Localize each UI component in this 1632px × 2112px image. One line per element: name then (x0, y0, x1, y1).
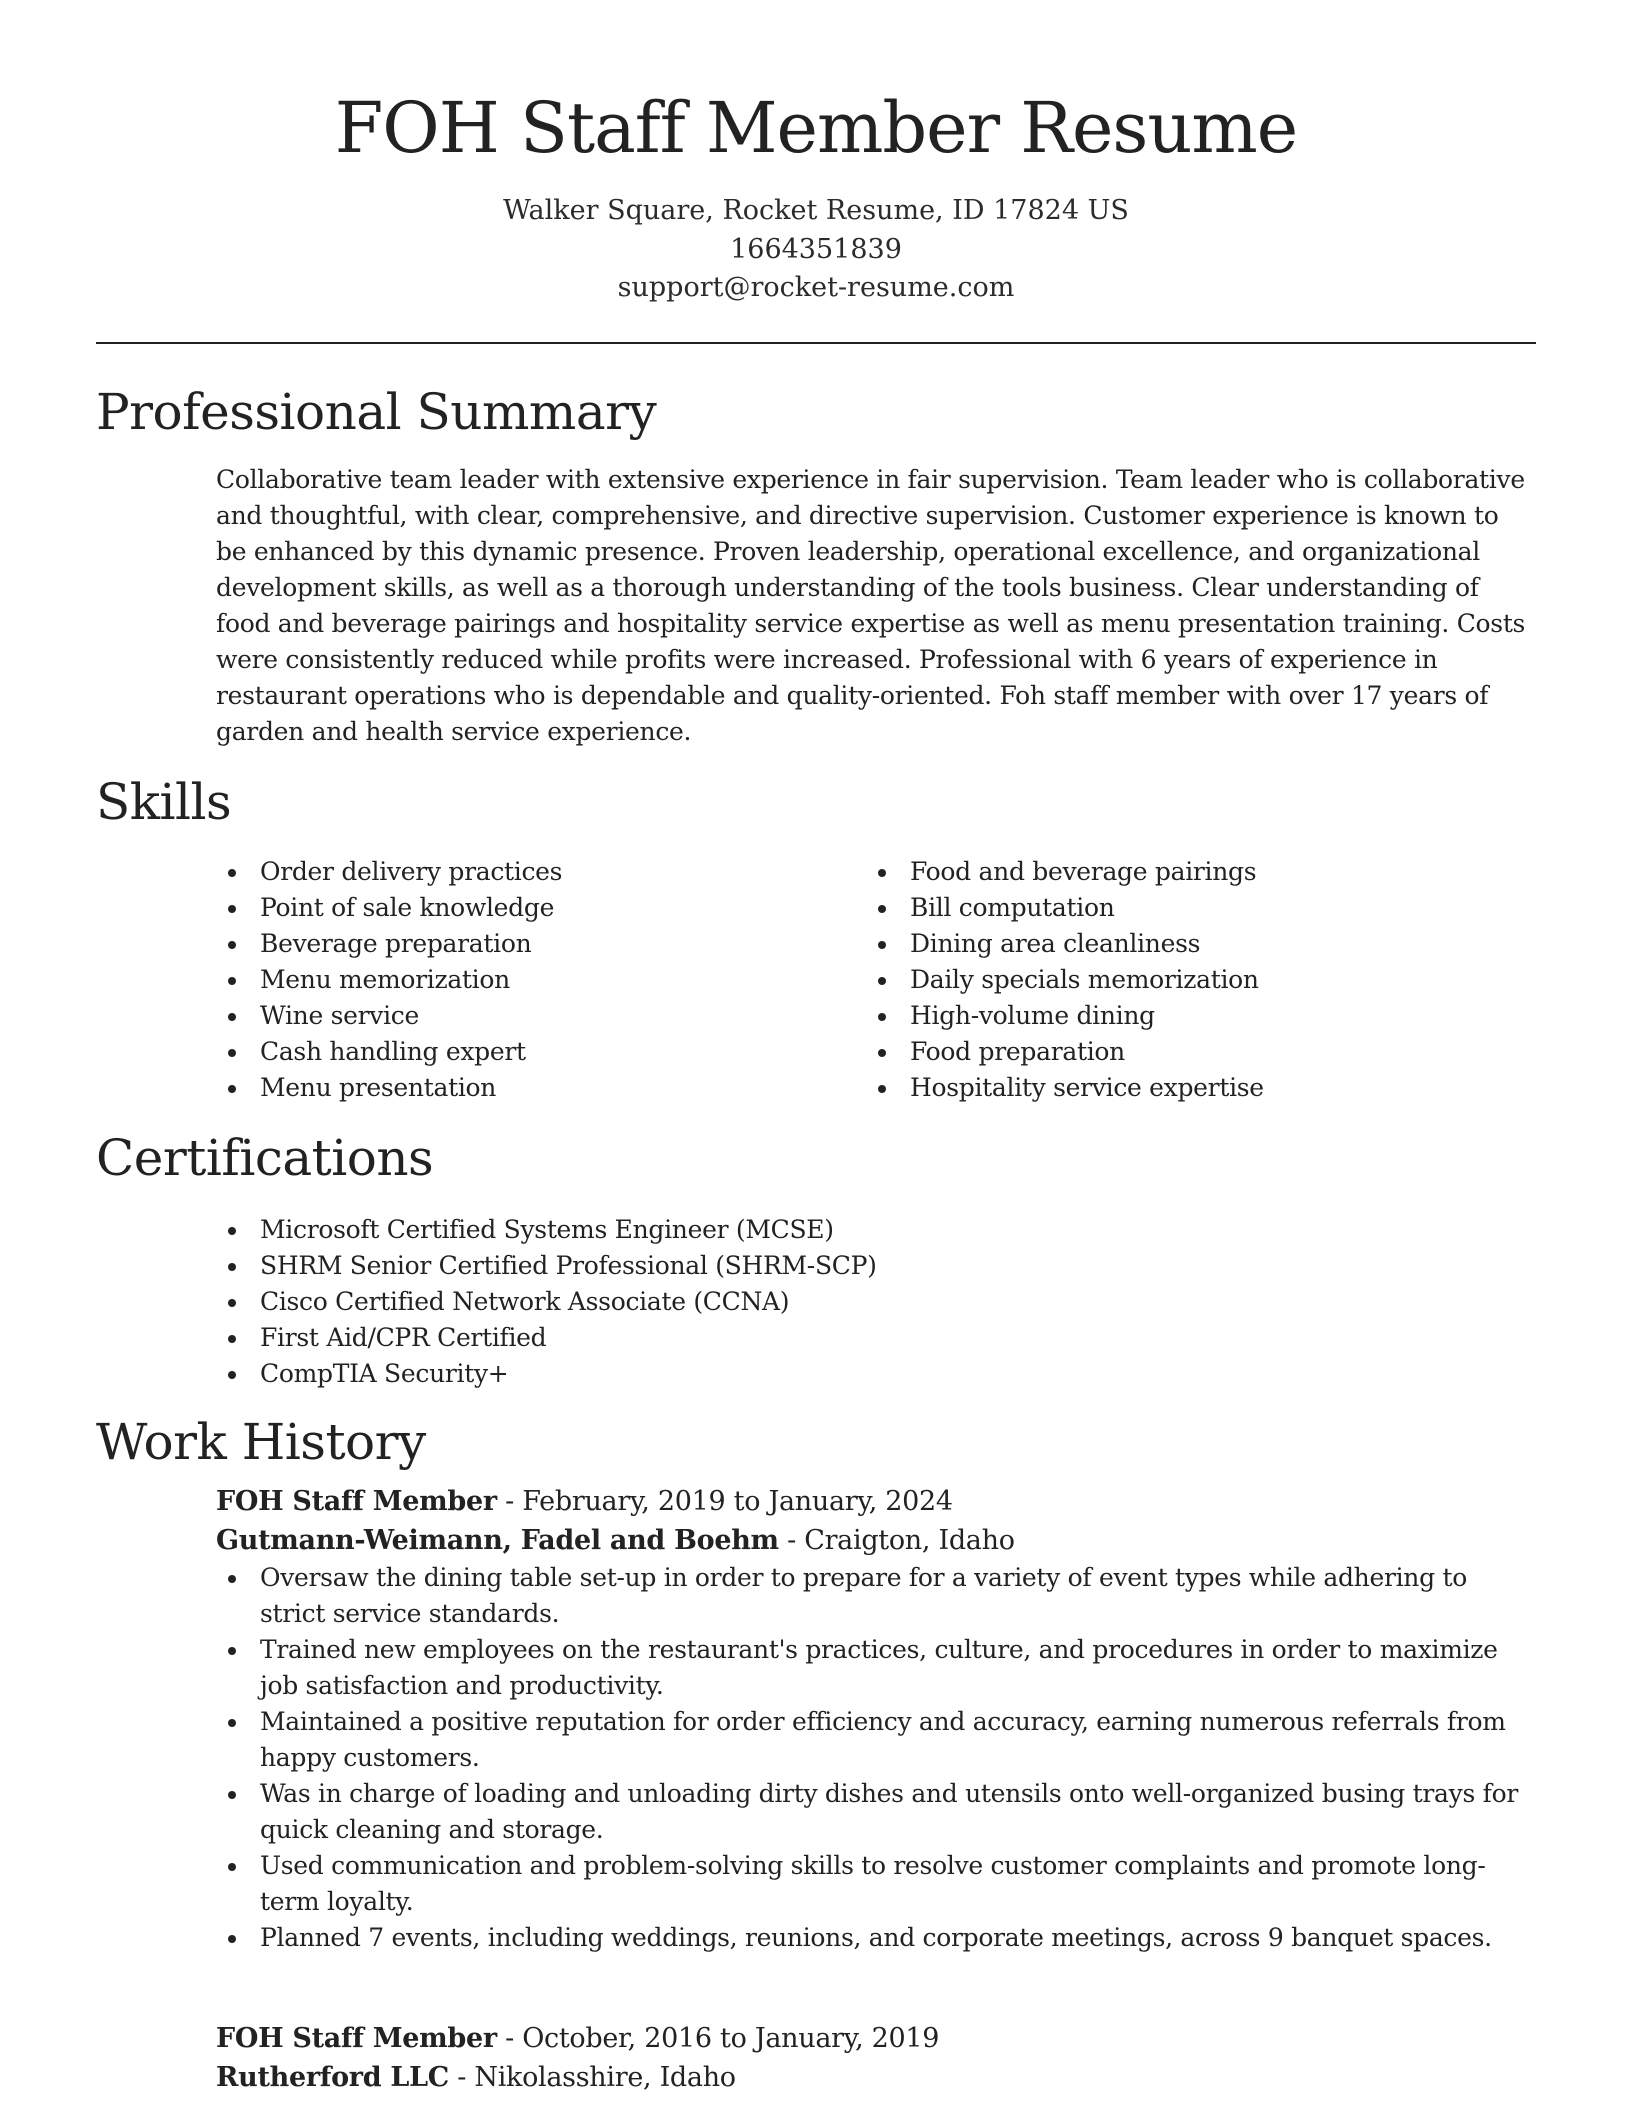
job-title-line (216, 2019, 1536, 2058)
list-item: Hospitality service expertise (866, 1070, 1526, 1106)
list-item: Cisco Certified Network Associate (CCNA) (216, 1284, 1416, 1320)
list-item: High-volume dining (866, 998, 1526, 1034)
list-item: CompTIA Security+ (216, 1356, 1416, 1392)
list-item: Dining area cleanliness (866, 926, 1526, 962)
list-item: Food and beverage pairings (866, 854, 1526, 890)
job-entry (216, 1482, 1536, 1956)
list-item: Menu presentation (216, 1070, 836, 1106)
summary-text: Collaborative team leader with extensive experience in fair supervision. Team leader who is collaborative and thoughtful, with clear, comprehensive, and directive supervision. Customer experience is known to be enhanced by this dynamic presence. Proven leadership, operational excellence, and organizational development skills, as well as a thorough understanding of the tools business. Clear understanding of food and beverage pairings and hospitality service expertise as well as menu presentation training. Costs were consistently reduced while profits were increased. Professional with 6 years of experience in restaurant operations who is dependable and quality-oriented. Foh staff member with over 17 years of garden and health service experience. (216, 465, 1526, 746)
separator: - (457, 2062, 475, 2093)
list-item: Maintained a positive reputation for order efficiency and accuracy, earning numerous referrals from happy customers. (216, 1704, 1536, 1776)
list-item: Wine service (216, 998, 836, 1034)
list-item: First Aid/CPR Certified (216, 1320, 1416, 1356)
certifications-list (216, 1212, 1416, 1392)
job-title: FOH Staff Member (216, 1486, 497, 1517)
job-company-line (216, 1521, 1536, 1560)
separator: - (787, 1525, 805, 1556)
list-item: Bill computation (866, 890, 1526, 926)
list-item: Trained new employees on the restaurant's practices, culture, and procedures in order to maximize job satisfaction and productivity. (216, 1632, 1536, 1704)
job-location: Nikolasshire, Idaho (474, 2062, 736, 2093)
contact-address: Walker Square, Rocket Resume, ID 17824 US (503, 195, 1129, 226)
resume-name: FOH Staff Member Resume (334, 87, 1298, 169)
work-history-heading: Work History (96, 1413, 426, 1471)
list-item: SHRM Senior Certified Professional (SHRM-SCP) (216, 1248, 1416, 1284)
list-item: Order delivery practices (216, 854, 836, 890)
contact-email: support@rocket-resume.com (617, 272, 1015, 303)
contact-phone: 1664351839 (730, 233, 902, 265)
job-company: Gutmann-Weimann, Fadel and Boehm (216, 1525, 779, 1556)
contact-info (96, 192, 1536, 308)
job-title: FOH Staff Member (216, 2023, 497, 2054)
list-item: Daily specials memorization (866, 962, 1526, 998)
job-duties-list (216, 1560, 1536, 1956)
job-dates: February, 2019 to January, 2024 (522, 1486, 953, 1517)
job-entry (216, 2019, 1536, 2097)
skills-list-right (866, 854, 1526, 1106)
summary-heading: Professional Summary (96, 383, 657, 441)
list-item: Microsoft Certified Systems Engineer (MCSE) (216, 1212, 1416, 1248)
list-item: Oversaw the dining table set-up in order to prepare for a variety of event types while adhering to strict service standards. (216, 1560, 1536, 1632)
list-item: Cash handling expert (216, 1034, 836, 1070)
job-company-line (216, 2058, 1536, 2097)
certifications-heading: Certifications (96, 1129, 434, 1187)
header-divider (96, 342, 1536, 344)
skills-list-left (216, 854, 836, 1106)
list-item: Beverage preparation (216, 926, 836, 962)
job-company: Rutherford LLC (216, 2062, 449, 2093)
list-item: Used communication and problem-solving skills to resolve customer complaints and promote long-term loyalty. (216, 1848, 1536, 1920)
job-location: Craigton, Idaho (804, 1525, 1015, 1556)
job-dates: October, 2016 to January, 2019 (522, 2023, 940, 2054)
job-title-line (216, 1482, 1536, 1521)
skills-heading: Skills (96, 773, 232, 831)
list-item: Food preparation (866, 1034, 1526, 1070)
list-item: Point of sale knowledge (216, 890, 836, 926)
list-item: Menu memorization (216, 962, 836, 998)
list-item: Was in charge of loading and unloading dirty dishes and utensils onto well-organized busing trays for quick cleaning and storage. (216, 1776, 1536, 1848)
separator: - (505, 2023, 523, 2054)
separator: - (505, 1486, 523, 1517)
list-item: Planned 7 events, including weddings, reunions, and corporate meetings, across 9 banquet spaces. (216, 1920, 1536, 1956)
